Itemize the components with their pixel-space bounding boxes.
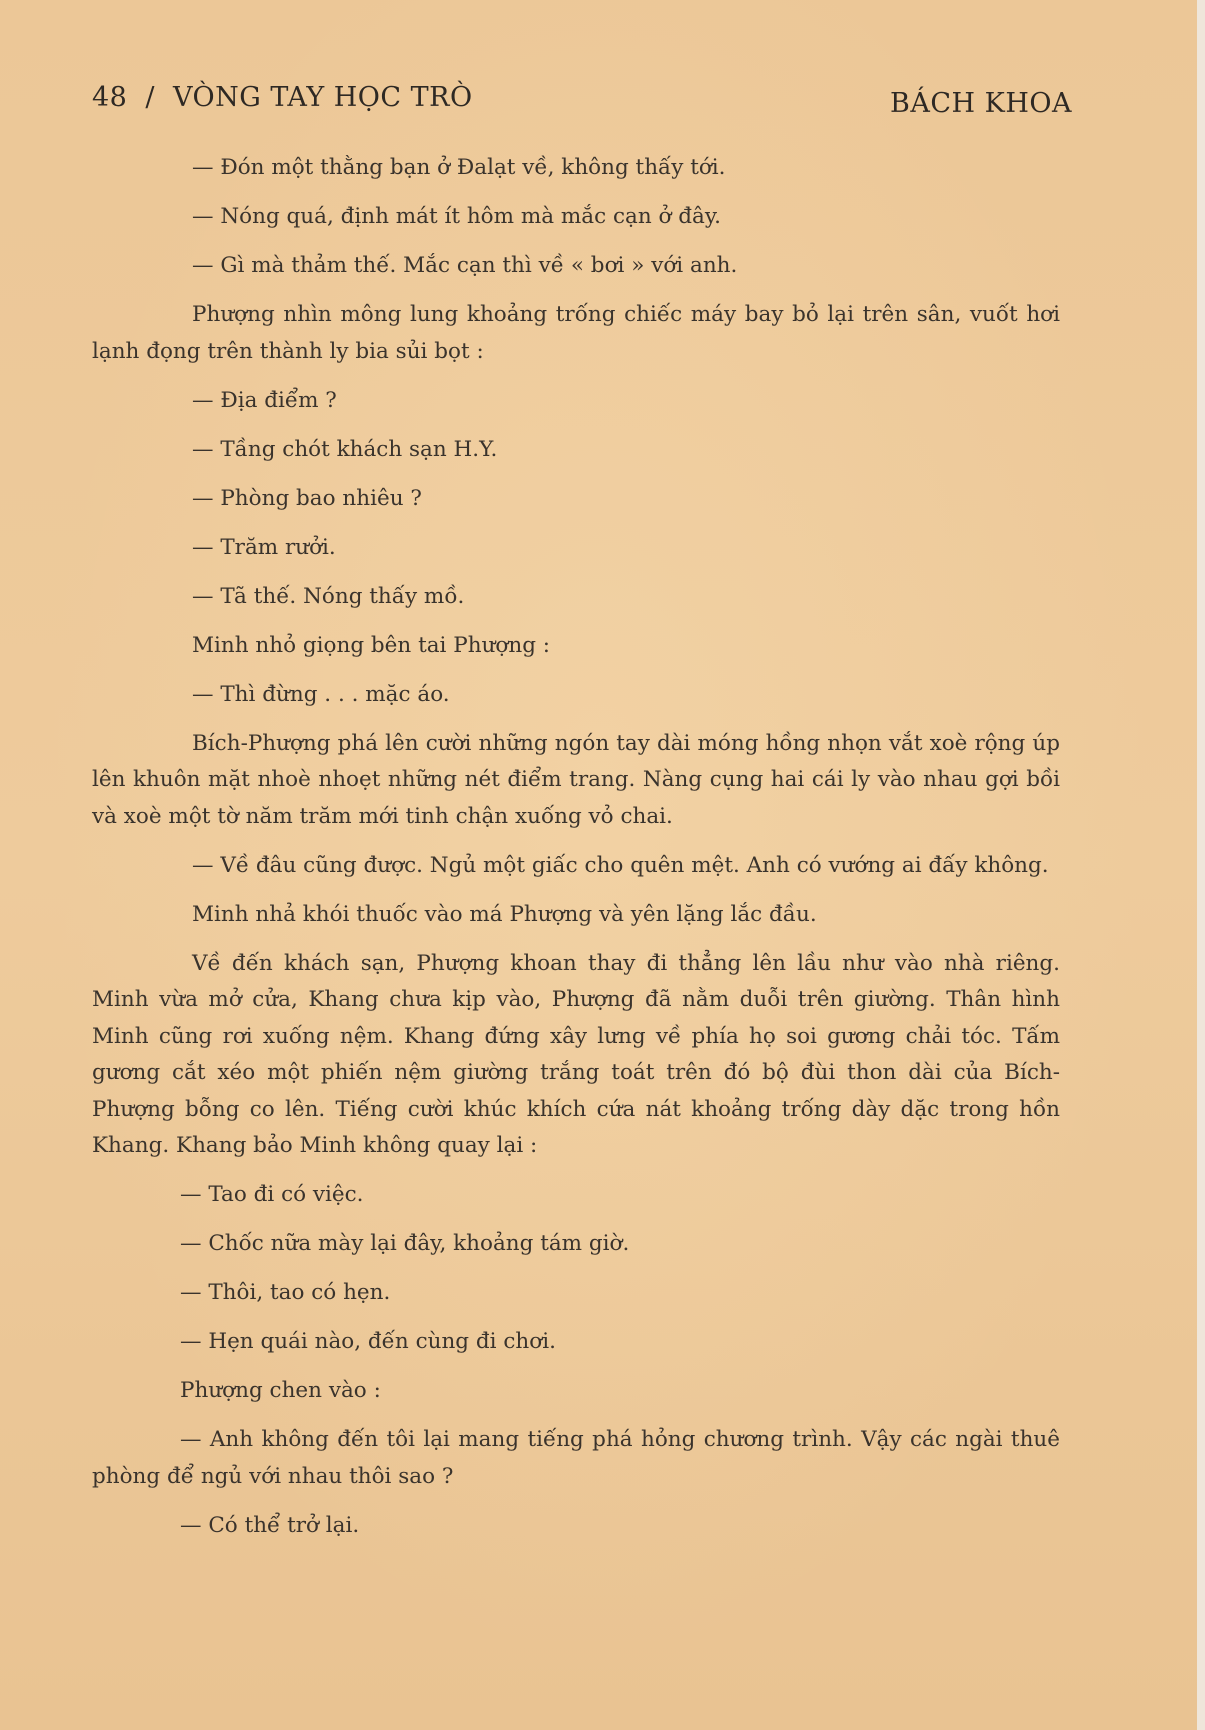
section-title: VÒNG TAY HỌC TRÒ [172,82,473,113]
narration-line: Phượng chen vào : [180,1378,381,1403]
header-left [92,82,473,113]
paragraph: Về đến khách sạn, Phượng khoan thay đi thẳng lên lầu như vào nhà riêng. Minh vừa mở cửa, Khang chưa kịp vào, Phượng đã nằm duỗi trên giường. Thân hình Minh cũng rơi xuống nệm. Khang đứng xây lưng về phía họ soi gương chải tóc. Tấm gương cắt xéo một phiến nệm giường trắng toát trên đó bộ đùi thon dài của Bích-Phượng bỗng co lên. Tiếng cười khúc khích cứa nát khoảng trống dày dặc trong hồn Khang. Khang bảo Minh không quay lại : [92,950,1060,1158]
dialogue-line: — Gì mà thảm thế. Mắc cạn thì về « bơi » với anh. [192,253,738,278]
paragraph: Phượng nhìn mông lung khoảng trống chiếc máy bay bỏ lại trên sân, vuốt hơi lạnh đọng trên thành ly bia sủi bọt : [92,302,1060,364]
story-text [92,150,1060,1557]
dialogue-line: — Có thể trở lại. [180,1512,360,1538]
dialogue-line: — Địa điểm ? [192,387,337,413]
dialogue-line: — Tao đi có việc. [180,1182,364,1207]
dialogue-line: — Hẹn quái nào, đến cùng đi chơi. [180,1329,556,1354]
header-separator: / [145,82,155,113]
dialogue-line: — Trăm rưởi. [192,534,336,560]
paragraph: Bích-Phượng phá lên cười những ngón tay dài móng hồng nhọn vắt xoè rộng úp lên khuôn mặt nhoè nhoẹt những nét điểm trang. Nàng cụng hai cái ly vào nhau gợi bồi và xoè một tờ năm trăm mới tinh chận xuống vỏ chai. [92,730,1060,829]
narration-line: Minh nhỏ giọng bên tai Phượng : [192,632,551,658]
dialogue-line: — Đón một thằng bạn ở Đalạt về, không thấy tới. [192,155,726,180]
dialogue-line: — Nóng quá, định mát ít hôm mà mắc cạn ở đây. [192,204,721,229]
dialogue-line: — Tầng chót khách sạn H.Y. [192,436,498,462]
paragraph: Minh nhả khói thuốc vào má Phượng và yên lặng lắc đầu. [192,901,817,927]
page-header [92,82,1072,122]
paragraph: — Về đâu cũng được. Ngủ một giấc cho quên mệt. Anh có vướng ai đấy không. [192,852,1049,878]
dialogue-line: — Tã thế. Nóng thấy mồ. [192,583,465,609]
dialogue-line: — Thì đừng . . . mặc áo. [192,681,450,707]
dialogue-line: — Thôi, tao có hẹn. [180,1280,391,1305]
dialogue-line: — Phòng bao nhiêu ? [192,485,422,511]
page-number: 48 [92,82,128,113]
dialogue-line: — Chốc nữa mày lại đây, khoảng tám giờ. [180,1231,630,1256]
paragraph: — Anh không đến tôi lại mang tiếng phá hỏng chương trình. Vậy các ngài thuê phòng để ngủ với nhau thôi sao ? [92,1427,1060,1489]
magazine-name: BÁCH KHOA [890,88,1072,119]
